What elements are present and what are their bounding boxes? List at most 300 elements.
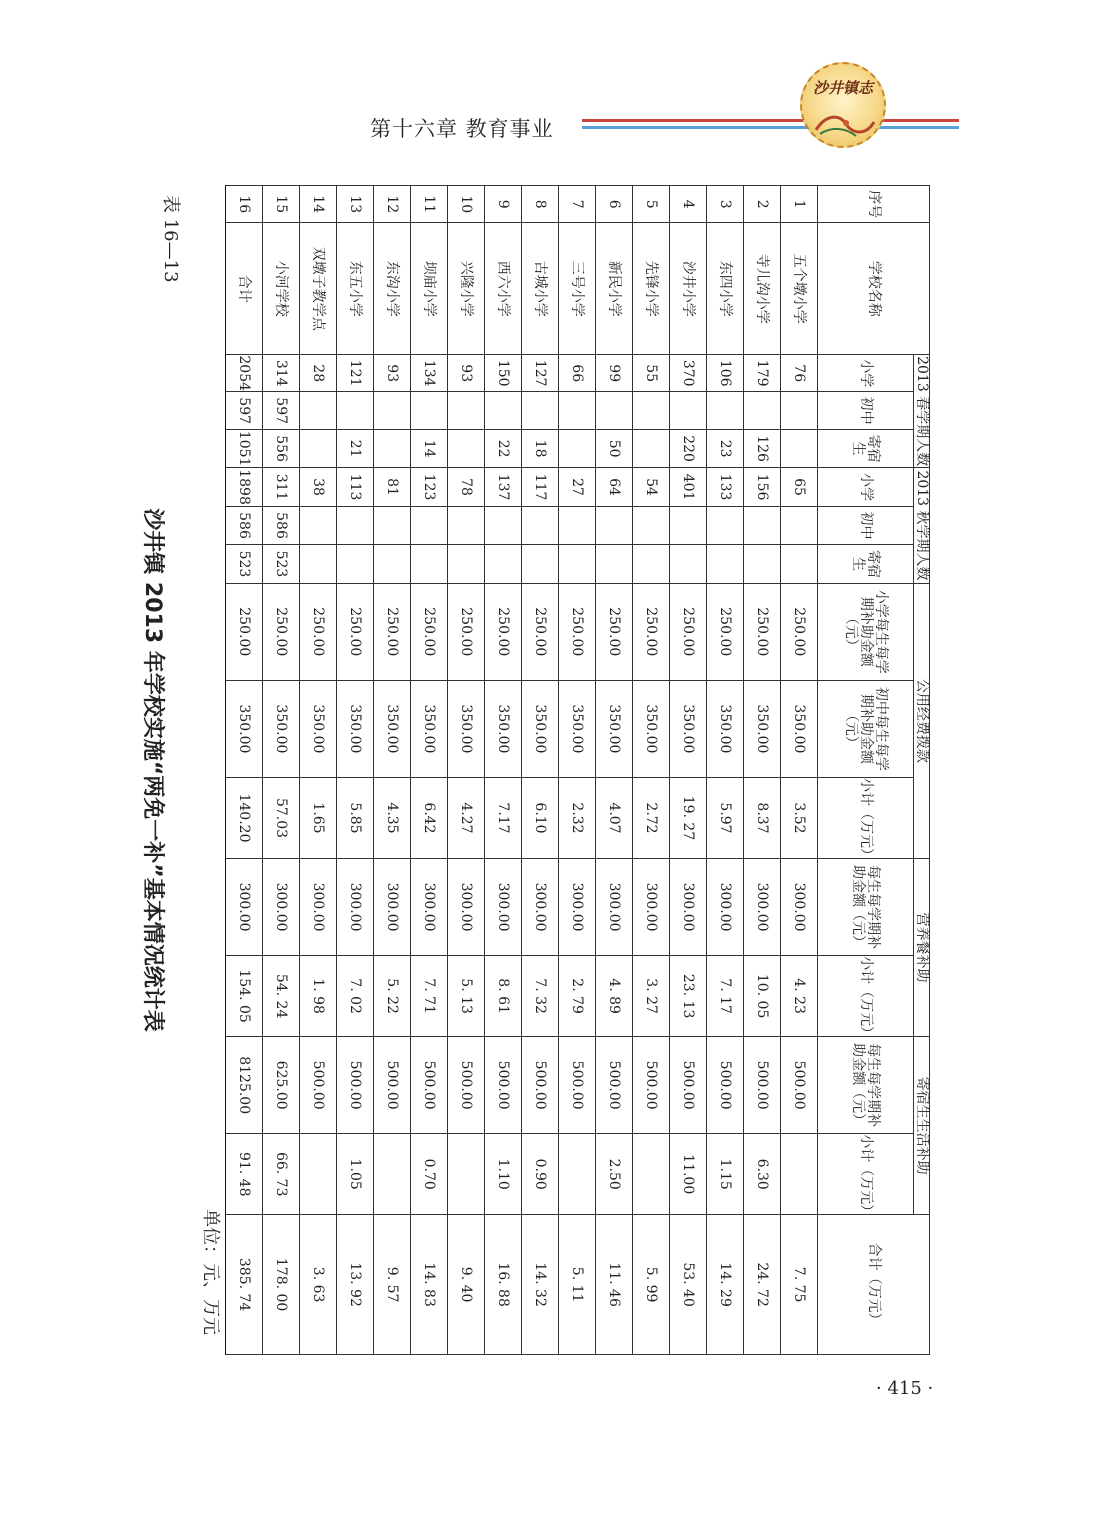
table-cell: 坝庙小学 <box>411 223 448 355</box>
table-cell: 625.00 <box>263 1037 300 1134</box>
table-cell: 14 <box>411 429 448 467</box>
table-cell: 300.00 <box>411 858 448 955</box>
table-cell: 4.27 <box>448 778 485 859</box>
table-cell: 106 <box>707 355 744 392</box>
table-cell <box>670 545 707 583</box>
table-cell: 7. 71 <box>411 956 448 1037</box>
header-rule-red <box>582 119 959 122</box>
col-public-fund: 公用经费拨款 <box>914 583 930 858</box>
table-cell: 5. 99 <box>633 1215 670 1355</box>
table-cell <box>337 545 374 583</box>
table-cell: 14. 29 <box>707 1215 744 1355</box>
col-spring: 2013 春学期人数 <box>914 356 930 467</box>
table-row <box>559 186 596 1355</box>
table-cell: 古城小学 <box>522 223 559 355</box>
table-cell <box>485 545 522 583</box>
table-cell: 11. 46 <box>596 1215 633 1355</box>
table-cell: 1051 <box>226 429 263 467</box>
phoenix-icon <box>812 110 878 140</box>
table-cell: 38 <box>300 468 337 506</box>
table-cell <box>448 392 485 429</box>
table-cell: 300.00 <box>559 858 596 955</box>
table-cell: 500.00 <box>522 1037 559 1134</box>
table-cell: 500.00 <box>707 1037 744 1134</box>
page-number: · 415 · <box>876 1378 934 1399</box>
table-cell: 154. 05 <box>226 956 263 1037</box>
table-cell: 597 <box>226 392 263 429</box>
table-cell <box>300 545 337 583</box>
table-cell: 五个墩小学 <box>781 223 818 355</box>
table-cell: 7. 32 <box>522 956 559 1037</box>
table-cell <box>670 392 707 429</box>
table-cell: 7. 75 <box>781 1215 818 1355</box>
table-cell: 150 <box>485 355 522 392</box>
table-cell: 91. 48 <box>226 1134 263 1215</box>
table-cell: 5. 13 <box>448 956 485 1037</box>
table-cell: 156 <box>744 468 781 506</box>
table-cell: 3.52 <box>781 778 818 859</box>
table-cell: 6.30 <box>744 1134 781 1215</box>
col-boarding-subtotal: 小计（万元） <box>818 1134 914 1215</box>
table-cell: 4 <box>670 186 707 223</box>
table-cell: 54. 24 <box>263 956 300 1037</box>
table-cell <box>300 392 337 429</box>
table-cell: 500.00 <box>559 1037 596 1134</box>
table-cell: 250.00 <box>411 583 448 680</box>
table-cell: 53. 40 <box>670 1215 707 1355</box>
table-row <box>337 186 374 1355</box>
table-cell: 350.00 <box>411 680 448 777</box>
table-cell: 350.00 <box>485 680 522 777</box>
col-spring-junior: 初中 <box>818 392 914 429</box>
table-cell: 250.00 <box>522 583 559 680</box>
table-cell: 双墩子教学点 <box>300 223 337 355</box>
table-cell: 300.00 <box>448 858 485 955</box>
table-cell: 93 <box>448 355 485 392</box>
table-cell: 8. 61 <box>485 956 522 1037</box>
table-cell: 8125.00 <box>226 1037 263 1134</box>
table-cell: 65 <box>781 468 818 506</box>
table-cell: 250.00 <box>781 583 818 680</box>
table-cell: 300.00 <box>670 858 707 955</box>
table-cell: 350.00 <box>263 680 300 777</box>
table-cell: 126 <box>744 429 781 467</box>
chapter-title: 第十六章 教育事业 <box>370 117 554 141</box>
table-cell: 9 <box>485 186 522 223</box>
table-cell: 三号小学 <box>559 223 596 355</box>
table-cell <box>300 1134 337 1215</box>
col-spring-primary: 小学 <box>818 355 914 392</box>
table-cell <box>596 392 633 429</box>
table-cell: 500.00 <box>374 1037 411 1134</box>
table-cell: 沙井小学 <box>670 223 707 355</box>
table-cell <box>448 1134 485 1215</box>
table-row <box>411 186 448 1355</box>
table-cell <box>300 429 337 467</box>
table-cell <box>448 506 485 544</box>
col-seq: 序号 <box>818 186 930 223</box>
col-autumn-primary: 小学 <box>818 468 914 506</box>
table-cell: 133 <box>707 468 744 506</box>
table-cell: 6.42 <box>411 778 448 859</box>
table-body <box>226 186 818 1355</box>
table-title: 沙井镇 2013 年学校实施“两免一补”基本情况统计表 <box>140 508 165 1032</box>
table-cell <box>448 429 485 467</box>
table-row <box>596 186 633 1355</box>
col-autumn-boarder: 寄宿生 <box>818 545 914 583</box>
table-cell: 99 <box>596 355 633 392</box>
table-cell: 401 <box>670 468 707 506</box>
table-cell: 23 <box>707 429 744 467</box>
table-cell: 300.00 <box>633 858 670 955</box>
table-cell: 300.00 <box>226 858 263 955</box>
table-cell: 350.00 <box>707 680 744 777</box>
book-seal-logo <box>800 62 886 148</box>
table-cell: 250.00 <box>559 583 596 680</box>
table-cell: 新民小学 <box>596 223 633 355</box>
col-primary-std: 小学每生每学期补助金额（元） <box>818 583 914 680</box>
table-cell: 0.70 <box>411 1134 448 1215</box>
table-cell: 6.10 <box>522 778 559 859</box>
table-cell <box>559 429 596 467</box>
table-cell: 4. 89 <box>596 956 633 1037</box>
table-cell: 东沟小学 <box>374 223 411 355</box>
table-cell <box>781 506 818 544</box>
table-cell: 500.00 <box>485 1037 522 1134</box>
col-total: 合计（万元） <box>818 1215 930 1355</box>
table-row <box>300 186 337 1355</box>
table-cell: 12 <box>374 186 411 223</box>
table-cell: 500.00 <box>633 1037 670 1134</box>
table-cell <box>633 506 670 544</box>
table-cell: 23. 13 <box>670 956 707 1037</box>
table-row <box>707 186 744 1355</box>
table-cell: 1. 98 <box>300 956 337 1037</box>
table-cell: 1.65 <box>300 778 337 859</box>
table-cell: 4.07 <box>596 778 633 859</box>
table-cell: 137 <box>485 468 522 506</box>
table-cell: 250.00 <box>485 583 522 680</box>
table-cell: 179 <box>744 355 781 392</box>
table-cell: 500.00 <box>337 1037 374 1134</box>
table-cell: 250.00 <box>448 583 485 680</box>
table-cell <box>744 392 781 429</box>
table-cell: 127 <box>522 355 559 392</box>
table-cell: 3 <box>707 186 744 223</box>
table-cell: 55 <box>633 355 670 392</box>
table-cell <box>522 506 559 544</box>
table-cell: 14. 32 <box>522 1215 559 1355</box>
col-boarding-subsidy: 寄宿生生活补助 <box>914 1037 930 1215</box>
table-cell <box>781 545 818 583</box>
table-cell <box>559 1134 596 1215</box>
table-cell: 350.00 <box>337 680 374 777</box>
table-row <box>781 186 818 1355</box>
table-cell: 250.00 <box>300 583 337 680</box>
seal-text: 沙井镇志 <box>812 79 873 97</box>
table-cell: 586 <box>226 506 263 544</box>
col-boarding-std: 每生每学期补助金额（元） <box>818 1037 914 1134</box>
table-cell: 500.00 <box>744 1037 781 1134</box>
rotated-table-page <box>140 185 930 1355</box>
table-cell: 1 <box>781 186 818 223</box>
table-row <box>670 186 707 1355</box>
table-cell: 0.90 <box>522 1134 559 1215</box>
col-junior-std: 初中每生每学期补助金额（元） <box>818 680 914 777</box>
table-cell: 4.35 <box>374 778 411 859</box>
statistics-table <box>225 185 930 1355</box>
table-cell: 300.00 <box>707 858 744 955</box>
table-cell: 350.00 <box>448 680 485 777</box>
table-cell <box>670 506 707 544</box>
table-cell: 76 <box>781 355 818 392</box>
table-cell <box>781 429 818 467</box>
table-cell: 350.00 <box>670 680 707 777</box>
table-cell: 13 <box>337 186 374 223</box>
table-row <box>522 186 559 1355</box>
table-cell: 597 <box>263 392 300 429</box>
table-cell: 140.20 <box>226 778 263 859</box>
table-cell: 250.00 <box>263 583 300 680</box>
table-cell: 7. 17 <box>707 956 744 1037</box>
col-spring-boarder: 寄宿生 <box>818 429 914 467</box>
table-cell <box>596 545 633 583</box>
table-cell: 28 <box>300 355 337 392</box>
table-cell <box>411 506 448 544</box>
table-cell: 6 <box>596 186 633 223</box>
table-cell: 7.17 <box>485 778 522 859</box>
table-cell: 2.32 <box>559 778 596 859</box>
table-cell: 22 <box>485 429 522 467</box>
table-cell <box>374 545 411 583</box>
table-cell: 2.50 <box>596 1134 633 1215</box>
table-cell: 500.00 <box>300 1037 337 1134</box>
table-cell <box>522 392 559 429</box>
table-cell <box>448 545 485 583</box>
table-cell: 13. 92 <box>337 1215 374 1355</box>
table-cell: 300.00 <box>374 858 411 955</box>
table-row <box>263 186 300 1355</box>
table-cell: 350.00 <box>559 680 596 777</box>
table-cell <box>633 392 670 429</box>
table-cell: 350.00 <box>633 680 670 777</box>
table-cell: 2.72 <box>633 778 670 859</box>
table-cell: 1.10 <box>485 1134 522 1215</box>
table-cell <box>522 545 559 583</box>
table-cell: 586 <box>263 506 300 544</box>
table-cell <box>411 392 448 429</box>
table-cell <box>707 506 744 544</box>
table-cell: 16. 88 <box>485 1215 522 1355</box>
col-autumn-junior: 初中 <box>818 506 914 544</box>
table-cell: 3. 63 <box>300 1215 337 1355</box>
table-cell: 先锋小学 <box>633 223 670 355</box>
table-cell: 314 <box>263 355 300 392</box>
table-cell: 300.00 <box>485 858 522 955</box>
table-cell: 117 <box>522 468 559 506</box>
table-cell: 19. 27 <box>670 778 707 859</box>
table-cell: 113 <box>337 468 374 506</box>
table-cell: 220 <box>670 429 707 467</box>
table-cell: 300.00 <box>596 858 633 955</box>
table-cell <box>485 506 522 544</box>
table-cell: 2 <box>744 186 781 223</box>
table-cell <box>781 392 818 429</box>
col-nutrition-subtotal: 小计（万元） <box>818 956 914 1037</box>
table-cell: 250.00 <box>670 583 707 680</box>
table-cell: 5 <box>633 186 670 223</box>
table-cell <box>707 545 744 583</box>
table-cell: 178. 00 <box>263 1215 300 1355</box>
table-cell <box>633 429 670 467</box>
table-cell: 500.00 <box>670 1037 707 1134</box>
table-cell <box>744 545 781 583</box>
table-cell <box>559 506 596 544</box>
table-cell: 370 <box>670 355 707 392</box>
table-cell: 合计 <box>226 223 263 355</box>
table-cell: 250.00 <box>374 583 411 680</box>
table-cell: 10. 05 <box>744 956 781 1037</box>
table-cell: 500.00 <box>596 1037 633 1134</box>
table-cell: 15 <box>263 186 300 223</box>
table-cell: 81 <box>374 468 411 506</box>
header-row-2 <box>818 186 914 1355</box>
table-cell: 寺儿沟小学 <box>744 223 781 355</box>
table-cell: 1.15 <box>707 1134 744 1215</box>
table-cell: 500.00 <box>448 1037 485 1134</box>
table-cell: 5.97 <box>707 778 744 859</box>
table-cell: 300.00 <box>337 858 374 955</box>
table-cell: 14. 83 <box>411 1215 448 1355</box>
table-cell: 5. 22 <box>374 956 411 1037</box>
table-cell: 250.00 <box>744 583 781 680</box>
table-cell <box>485 392 522 429</box>
col-school: 学校名称 <box>818 223 930 355</box>
header-row-1 <box>914 186 930 1355</box>
table-cell: 7 <box>559 186 596 223</box>
table-cell <box>633 1134 670 1215</box>
table-cell: 9. 40 <box>448 1215 485 1355</box>
table-row <box>448 186 485 1355</box>
table-cell: 5. 11 <box>559 1215 596 1355</box>
table-row <box>633 186 670 1355</box>
table-cell <box>596 506 633 544</box>
table-cell <box>374 429 411 467</box>
table-cell <box>707 392 744 429</box>
table-cell: 24. 72 <box>744 1215 781 1355</box>
table-cell: 350.00 <box>226 680 263 777</box>
table-cell: 300.00 <box>300 858 337 955</box>
table-cell <box>374 1134 411 1215</box>
table-cell: 小河学校 <box>263 223 300 355</box>
table-cell: 250.00 <box>633 583 670 680</box>
table-cell: 350.00 <box>374 680 411 777</box>
table-cell: 8 <box>522 186 559 223</box>
table-cell: 93 <box>374 355 411 392</box>
table-cell: 64 <box>596 468 633 506</box>
table-cell: 9. 57 <box>374 1215 411 1355</box>
table-cell <box>374 392 411 429</box>
header-rule-blue <box>582 126 959 129</box>
table-cell: 250.00 <box>226 583 263 680</box>
table-cell: 300.00 <box>781 858 818 955</box>
table-cell: 5.85 <box>337 778 374 859</box>
table-cell: 523 <box>263 545 300 583</box>
table-cell: 523 <box>226 545 263 583</box>
table-cell: 14 <box>300 186 337 223</box>
table-cell: 16 <box>226 186 263 223</box>
table-cell: 1.05 <box>337 1134 374 1215</box>
table-cell: 3. 27 <box>633 956 670 1037</box>
table-cell: 300.00 <box>263 858 300 955</box>
table-cell: 500.00 <box>411 1037 448 1134</box>
table-cell: 311 <box>263 468 300 506</box>
table-cell: 350.00 <box>300 680 337 777</box>
table-cell: 123 <box>411 468 448 506</box>
table-cell <box>337 392 374 429</box>
table-cell: 500.00 <box>781 1037 818 1134</box>
table-cell: 121 <box>337 355 374 392</box>
table-cell <box>781 1134 818 1215</box>
table-cell: 1898 <box>226 468 263 506</box>
table-cell: 21 <box>337 429 374 467</box>
col-public-subtotal: 小计（万元） <box>818 778 914 859</box>
table-cell: 385. 74 <box>226 1215 263 1355</box>
table-row <box>744 186 781 1355</box>
table-row <box>485 186 522 1355</box>
table-cell <box>633 545 670 583</box>
col-autumn: 2013 秋学期人数 <box>914 468 930 583</box>
table-cell <box>374 506 411 544</box>
table-unit: 单位：元、万元 <box>200 1209 221 1335</box>
table-cell <box>337 506 374 544</box>
table-cell: 66 <box>559 355 596 392</box>
table-cell: 11 <box>411 186 448 223</box>
table-cell: 11.00 <box>670 1134 707 1215</box>
table-number: 表 16—13 <box>160 195 181 283</box>
table-cell: 78 <box>448 468 485 506</box>
table-cell: 300.00 <box>522 858 559 955</box>
table-cell: 300.00 <box>744 858 781 955</box>
table-cell: 10 <box>448 186 485 223</box>
table-cell: 250.00 <box>337 583 374 680</box>
table-cell <box>300 506 337 544</box>
table-cell: 西六小学 <box>485 223 522 355</box>
table-cell: 350.00 <box>596 680 633 777</box>
table-cell: 兴隆小学 <box>448 223 485 355</box>
table-cell: 8.37 <box>744 778 781 859</box>
col-nutrition-std: 每生每学期补助金额（元） <box>818 858 914 955</box>
table-cell: 东五小学 <box>337 223 374 355</box>
table-cell <box>559 545 596 583</box>
table-cell: 18 <box>522 429 559 467</box>
table-cell: 250.00 <box>707 583 744 680</box>
table-cell: 2054 <box>226 355 263 392</box>
table-cell: 134 <box>411 355 448 392</box>
table-row <box>374 186 411 1355</box>
table-cell: 350.00 <box>522 680 559 777</box>
table-cell: 350.00 <box>781 680 818 777</box>
table-cell: 54 <box>633 468 670 506</box>
table-cell: 50 <box>596 429 633 467</box>
table-cell: 东四小学 <box>707 223 744 355</box>
table-cell <box>411 545 448 583</box>
table-cell: 4. 23 <box>781 956 818 1037</box>
table-cell <box>559 392 596 429</box>
table-cell: 27 <box>559 468 596 506</box>
table-row <box>226 186 263 1355</box>
table-cell: 250.00 <box>596 583 633 680</box>
